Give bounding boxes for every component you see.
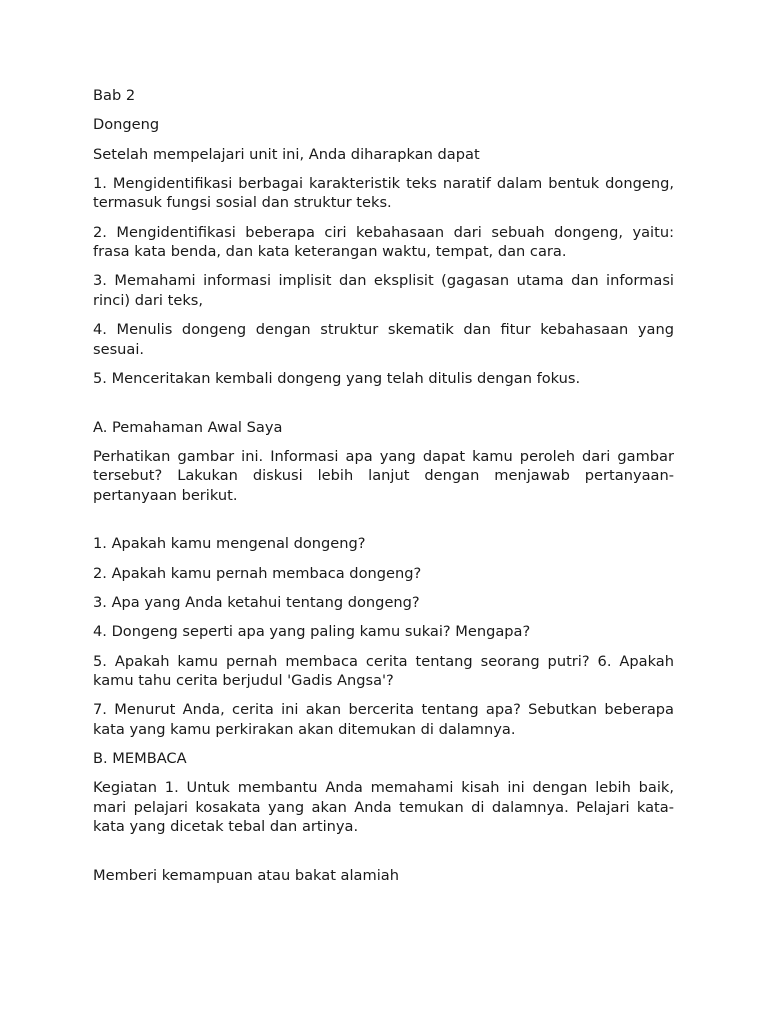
section-b-heading: B. MEMBACA <box>93 750 187 768</box>
objective-item: 3. Memahami informasi implisit dan eksplisit (gagasan utama dan informasi rinci) dari teks, <box>93 272 674 309</box>
question-item: 5. Apakah kamu pernah membaca cerita tentang seorang putri? 6. Apakah kamu tahu cerita berjudul 'Gadis Angsa'? <box>93 652 674 690</box>
question-item: 4. Dongeng seperti apa yang paling kamu sukai? Mengapa? <box>93 623 531 641</box>
question-item: 1. Apakah kamu mengenal dongeng? <box>93 535 366 553</box>
section-b-activity: Kegiatan 1. Untuk membantu Anda memahami kisah ini dengan lebih baik, mari pelajari kosakata yang akan Anda temukan di dalamnya. Pelajari kata-kata yang dicetak tebal dan artinya. <box>93 779 674 836</box>
section-a-instruction: Perhatikan gambar ini. Informasi apa yang dapat kamu peroleh dari gambar tersebut? Lakukan diskusi lebih lanjut dengan menjawab pertanyaan-pertanyaan berikut. <box>93 447 674 504</box>
question-item: 3. Apa yang Anda ketahui tentang dongeng? <box>93 593 420 611</box>
objectives-intro: Setelah mempelajari unit ini, Anda diharapkan dapat <box>93 145 480 163</box>
objective-item: 2. Mengidentifikasi beberapa ciri kebahasaan dari sebuah dongeng, yaitu: frasa kata benda, dan kata keterangan waktu, tempat, dan cara. <box>93 223 674 261</box>
objective-item: 1. Mengidentifikasi berbagai karakteristik teks naratif dalam bentuk dongeng, termasuk fungsi sosial dan struktur teks. <box>93 174 674 212</box>
vocabulary-definition: Memberi kemampuan atau bakat alamiah <box>93 866 399 884</box>
document-page <box>93 86 674 895</box>
objective-item: 5. Menceritakan kembali dongeng yang telah ditulis dengan fokus. <box>93 370 581 388</box>
section-a-heading: A. Pemahaman Awal Saya <box>93 418 283 436</box>
chapter-label: Bab 2 <box>93 87 136 104</box>
question-item: 7. Menurut Anda, cerita ini akan bercerita tentang apa? Sebutkan beberapa kata yang kamu perkirakan akan ditemukan di dalamnya. <box>93 701 674 738</box>
question-item: 2. Apakah kamu pernah membaca dongeng? <box>93 564 422 582</box>
objective-item: 4. Menulis dongeng dengan struktur skematik dan fitur kebahasaan yang sesuai. <box>93 321 674 358</box>
chapter-title: Dongeng <box>93 116 160 134</box>
